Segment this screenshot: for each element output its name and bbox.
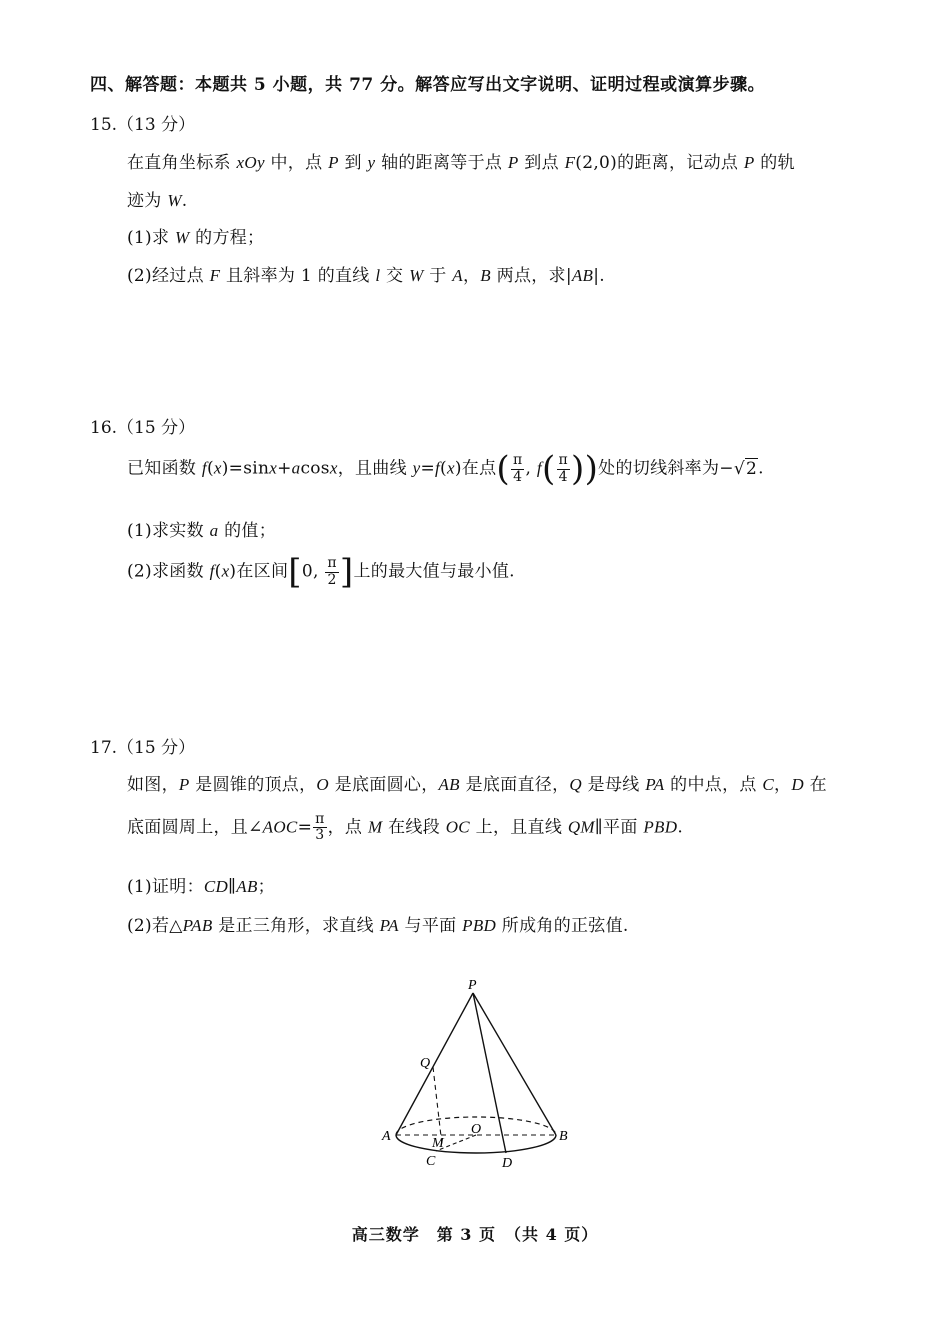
page-footer: 高三数学 第 3 页 （共 4 页） [351, 1225, 599, 1244]
label-B: B [559, 1129, 568, 1144]
label-A: A [382, 1129, 391, 1144]
generatrix-PB [473, 993, 556, 1135]
cone-figure [370, 975, 590, 1175]
base-front-arc [396, 1135, 556, 1153]
q17-number: 17.（15 分） [90, 738, 196, 758]
q16-stem: 已知函数 f(x)=sinx+acosx，且曲线 y=f(x)在点( $\frac{\pi}{4}$ , f( $\frac{\pi}{4}$ ))处的切线斜率为−√2. [127, 449, 764, 489]
label-D: D [502, 1156, 513, 1171]
q15-stem-line2: 迹为 W. [127, 191, 188, 211]
label-C: C [426, 1154, 436, 1169]
q16-number: 16.（15 分） [90, 418, 196, 438]
generatrix-PA [396, 993, 473, 1135]
q15-part2: (2)经过点 F 且斜率为 1 的直线 l 交 W 于 A，B 两点，求|AB|. [127, 266, 605, 286]
q15-part1: (1)求 W 的方程； [127, 228, 265, 248]
q15-number: 15.（13 分） [90, 115, 196, 135]
label-P: P [468, 978, 477, 993]
q16-part1: (1)求实数 a 的值； [127, 521, 277, 541]
segment-QM [433, 1067, 442, 1145]
q17-stem-line1: 如图，P 是圆锥的顶点，O 是底面圆心，AB 是底面直径，Q 是母线 PA 的中点，点 C，D 在 [127, 775, 827, 795]
q15-stem-line1: 在直角坐标系 xOy 中，点 P 到 y 轴的距离等于点 P 到点 F(2,0)的距离，记动点 P 的轨 [127, 153, 795, 173]
q17-part1: (1)证明：CD∥AB； [127, 877, 275, 897]
label-M: M [432, 1136, 444, 1151]
label-O: O [471, 1122, 482, 1137]
q17-stem-line2: 底面圆周上，且∠AOC= $\frac{\pi}{3}$ ，点 M 在线段 OC 上，且直线 QM∥平面 PBD. [127, 811, 684, 844]
q17-part2: (2)若△PAB 是正三角形，求直线 PA 与平面 PBD 所成角的正弦值. [127, 916, 629, 936]
label-Q: Q [420, 1056, 431, 1071]
section-header: 四、解答题：本题共 5 小题，共 77 分。解答应写出文字说明、证明过程或演算步骤。 [90, 75, 766, 95]
q16-part2: (2)求函数 f(x)在区间[0, $\frac{\pi}{2}$ ]上的最大值与最小值. [127, 552, 515, 592]
